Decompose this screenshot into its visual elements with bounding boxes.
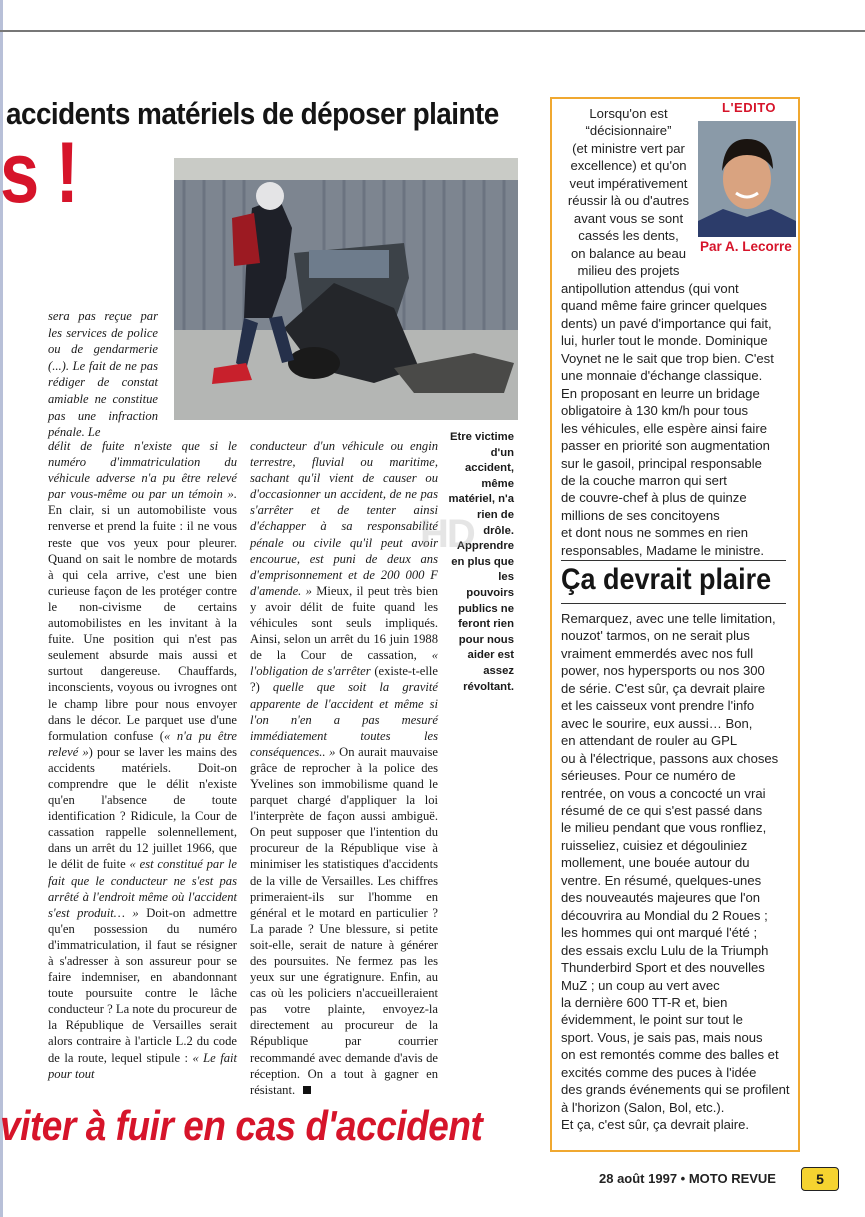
edito-line: mollement, une bouée autour du (561, 855, 750, 871)
edito-line: “décisionnaire” (585, 123, 672, 139)
text-run: En clair, si un automobiliste vous renverse et prend la fuite : il ne vous reste que vos yeux pour pleurer. Quand on sait le nombre de motards à qui cela arrive, c'est une bien curieuse façon de les protéger contre le non-civisme de certains automobilistes en les invitant à la fuite. Une position qui n'est pas seulement absurde mais aussi et surtout dangereuse. Chauffards, inconscients, voyous ou ivrognes ont le champ libre pour nous envoyer dans le décor. Le parquet use d'une formulation confuse ( (48, 503, 237, 743)
edito-line: sur le gasoil, principal responsable (561, 455, 762, 471)
edito-line: sérieuses. Pour ce numéro de (561, 768, 736, 784)
article-column-b (48, 438, 237, 1082)
article-column-a: sera pas reçue par les services de police ou de gendarmerie (...). Le fait de ne pas rédiger de constat amiable ne constitue pas une infraction pénale. Le (48, 309, 158, 440)
text-run: « Le fait pour tout (48, 1050, 238, 1081)
accident-photo (174, 158, 518, 420)
footer-date-magazine: 28 août 1997 • MOTO REVUE (599, 1171, 776, 1186)
text-run: « est constitué par le fait que le conducteur ne s'est pas arrêté à l'endroit même où l'accident s'est produit… » (48, 857, 237, 920)
edito-line: évidemment, le point sur tout le (561, 1012, 743, 1028)
article-headline-top: accidents matériels de déposer plainte (6, 96, 499, 131)
edito-line: de la couche marron qui sert (561, 472, 727, 488)
edito-line: ruisseliez, cuisiez et dégouliniez (561, 837, 748, 853)
edito-line: quand même faire grincer quelques (561, 298, 767, 314)
edito-line: une monnaie d'échange classique. (561, 368, 763, 384)
edito-line: la dernière 600 TT-R et, bien (561, 994, 728, 1010)
text-run: ) pour se laver les mains des accidents matériels. Doit-on comprendre que le délit n'existe qu'en l'absence de toute identification ? Ridicule, la Cour de cassation rappelle solennellement, dans un arrêt du 12 juillet 1966, que le délit de fuite (48, 744, 237, 872)
edito-line: on est remontés comme des balles et (561, 1047, 779, 1063)
edito-line: résumé de ce qui s'est passé dans (561, 802, 763, 818)
end-mark (303, 1086, 311, 1094)
edito-line: vraiment emmerdés avec nos full (561, 645, 754, 661)
text-run: quelle que soit la gravité apparente de l'accident et même si l'on n'en a pas mesuré immédiatement toutes les conséquences.. » (250, 680, 438, 759)
edito-line: le milieu pendant que vous ronfliez, (561, 820, 767, 836)
article-big-title: s ! (0, 125, 78, 221)
edito-line: Et ça, c'est sûr, ça devrait plaire. (561, 1117, 750, 1133)
edito-body (561, 280, 793, 559)
edito-line: on balance au beau (570, 245, 687, 261)
edito-line: en attendant de rouler au GPL (561, 733, 738, 749)
edito-line: sport. Vous, je sais pas, mais nous (561, 1029, 763, 1045)
edito-line: passer en priorité son augmentation (561, 438, 770, 454)
edito-line: avant vous se sont (573, 210, 684, 226)
edito-line: découvrira au Mondial du 2 Roues ; (561, 907, 768, 923)
edito-line: veut impérativement (569, 175, 688, 191)
column-c-text (250, 438, 438, 1098)
edito-line: En proposant en leurre un bridage (561, 385, 760, 401)
edito-line: excellence) et qu'on (570, 158, 687, 174)
edito-line: avec le sourire, eux aussi… Bon, (561, 715, 753, 731)
edito-line: ventre. En résumé, quelques-unes (561, 872, 762, 888)
edito-line: et dont nous ne sommes en rien (561, 525, 749, 541)
edito-line: de couvre-chef à plus de quinze (561, 490, 747, 506)
edito-body-2 (561, 610, 793, 1134)
article-column-c (250, 438, 438, 1098)
edito-line: nouzot' tarmos, on ne serait plus (561, 628, 750, 644)
edito-line: lui, hurler tout le monde. Dominique (561, 333, 768, 349)
edito-line: antipollution attendus (qui vont (561, 281, 739, 296)
text-run: On aurait mauvaise grâce de reprocher à la police des Yvelines son immobilisme quand le parquet chargé d'appliquer la loi l'interprète de façon aussi ambiguë. On peut supposer que l'intention du procureur de la République vise à minimiser les statistiques d'accidents de la ville de Versailles. Les chiffres primeraient-ils sur l'homme en général et le motard en particulier ? La parade ? Une blessure, si petite soit-elle, serait de nature à générer des poursuites. Ne fermez pas les yeux sur une égratignure. Enfin, au cas où les policiers n'accueilleraient pas votre plainte, envoyez-la directement au procureur de la République par courrier recommandé avec demande d'avis de réception. On a tout à gagner en résistant. (250, 744, 438, 1097)
edito-line: (et ministre vert par (572, 140, 685, 156)
edito-line: ou à l'électrique, passons aux choses (561, 750, 779, 766)
text-run: « n'a pu être relevé » (48, 728, 237, 759)
edito-rule (561, 560, 786, 561)
text-run: Mieux, il peut très bien y avoir délit de fuite quand les véhicules sont seuls impliqués. Ainsi, selon un arrêt du 16 juin 1988 de la Cour de cassation, (250, 583, 438, 663)
watermark: HD (420, 512, 474, 556)
edito-line: obligatoire à 130 km/h pour tous (561, 403, 749, 419)
edito-intro (561, 105, 696, 280)
edito-line: de série. C'est sûr, ça devrait plaire (561, 680, 766, 696)
photo-caption: Etre victime d'un accident, même matériel, n'a rien de drôle. Apprendre en plus que les pouvoirs publics ne feront rien pour nous aider est assez révoltant. (448, 431, 514, 693)
edito-line: Remarquez, avec une telle limitation, (561, 611, 776, 626)
text-run: délit de fuite n'existe que si le numéro d'immatriculation du véhicule adverse n'a pu être relevé par vous-même ou par un témoin ». (48, 439, 237, 502)
edito-line: des essais exclu Lulu de la Triumph (561, 942, 769, 958)
edito-line: power, nos hypersports ou nos 300 (561, 663, 765, 679)
text-run: (existe-t-elle ?) (250, 664, 438, 695)
text-run: Doit-on admettre qu'en possession du numéro d'immatriculation, il faut se résigner à s'adresser à son assureur pour se faire indemniser, en abandonnant toute poursuite contre le lâche conducteur ? La note du procureur de la République de Versailles serait alors contraire à l'article L.2 du code de la route, lequel stipule : (48, 905, 237, 1065)
text-run: conducteur d'un véhicule ou engin terrestre, fluvial ou maritime, sachant qu'il vient de causer ou d'occasionner un accident, de ne pas s'arrêter et de tenter ainsi d'échapper à sa responsabilité pénale ou civile qu'il peut avoir encourue, est puni de deux ans d'emprisonnement et de 200 000 F d'amende. » (250, 439, 438, 598)
edito-line: réussir là ou d'autres (567, 193, 690, 209)
edito-rule-2 (561, 603, 786, 604)
author-portrait (698, 121, 796, 237)
edito-line: Thunderbird Sport et des nouvelles (561, 960, 765, 976)
top-rule (0, 30, 865, 32)
edito-line: dents) un pavé d'importance qui fait, (561, 315, 772, 331)
edito-line: millions de ses concitoyens (561, 507, 720, 523)
edito-line: MuZ ; un coup au vert avec (561, 977, 720, 993)
edito-line: des nouveautés majeures que l'on (561, 890, 761, 906)
article-headline-bottom: viter à fuir en cas d'accident (0, 1102, 483, 1149)
edito-line: Lorsqu'on est (589, 106, 668, 121)
edito-byline: Par A. Lecorre (700, 239, 792, 254)
column-b-text (48, 438, 237, 1082)
edito-label: L'EDITO (722, 100, 777, 115)
edito-line: Voynet ne le sait que trop bien. C'est (561, 350, 774, 366)
text-run: « l'obligation de s'arrêter (250, 648, 438, 679)
edito-line: responsables, Madame le ministre. (561, 542, 765, 558)
edito-title: Ça devrait plaire (561, 563, 772, 596)
edito-line: rentrée, on vous a concocté un vrai (561, 785, 766, 801)
edito-line: excités comme des puces à l'idée (561, 1064, 757, 1080)
edito-line: les véhicules, elle espère ainsi faire (561, 420, 767, 436)
edito-line: et les caisseux vont prendre l'info (561, 698, 755, 714)
edito-line: des grands événements qui se profilent (561, 1082, 790, 1098)
edito-line: les hommes qui ont marqué l'été ; (561, 925, 758, 941)
edito-line: milieu des projets (577, 263, 680, 279)
page-number: 5 (801, 1167, 839, 1191)
edito-line: cassés les dents, (578, 228, 679, 244)
edito-line: à l'horizon (Salon, Bol, etc.). (561, 1099, 725, 1115)
